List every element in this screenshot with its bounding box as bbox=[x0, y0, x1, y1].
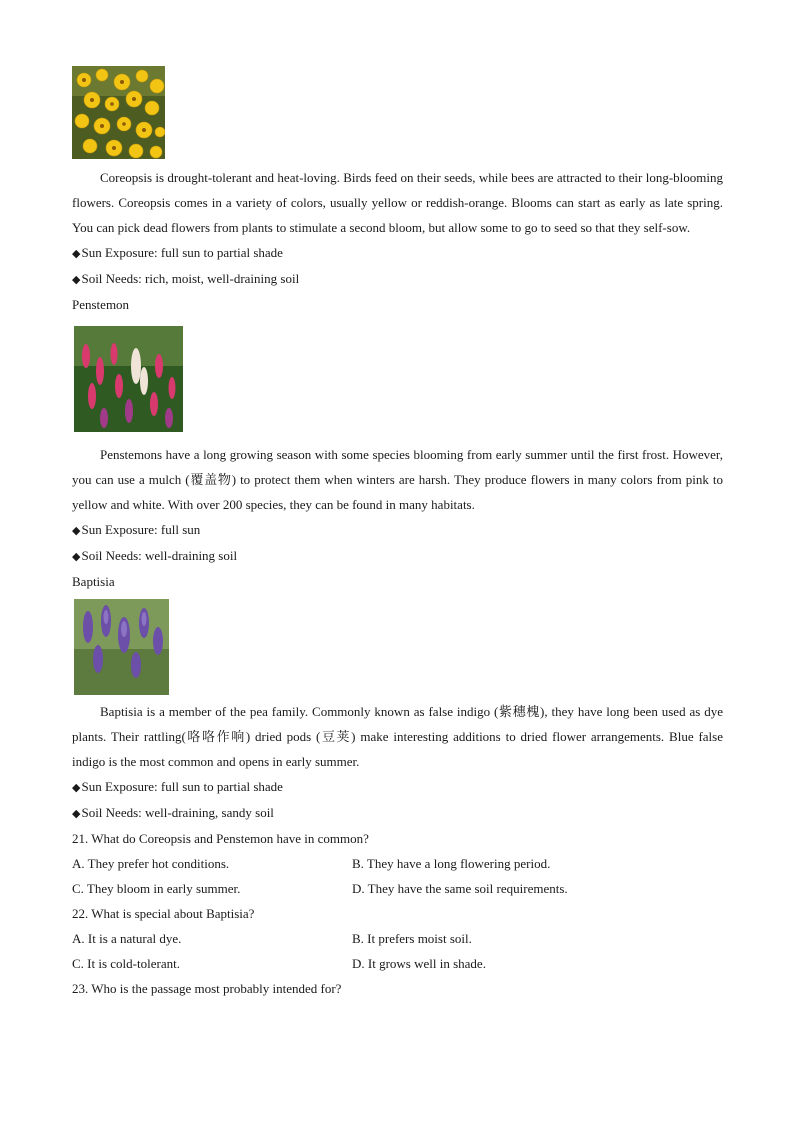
question-21-stem: 21. What do Coreopsis and Penstemon have in common? bbox=[72, 831, 369, 846]
penstemon-photo-icon bbox=[74, 326, 183, 432]
question-22-stem: 22. What is special about Baptisia? bbox=[72, 906, 255, 921]
baptisia-soil: ◆Soil Needs: well-draining, sandy soil bbox=[72, 805, 274, 820]
diamond-bullet-icon: ◆ bbox=[72, 781, 81, 794]
baptisia-photo-icon bbox=[74, 599, 169, 695]
penstemon-photo bbox=[74, 326, 183, 432]
diamond-bullet-icon: ◆ bbox=[72, 273, 81, 286]
coreopsis-sun: ◆Sun Exposure: full sun to partial shade bbox=[72, 245, 283, 260]
penstemon-soil: ◆Soil Needs: well-draining soil bbox=[72, 548, 238, 563]
baptisia-description: Baptisia is a member of the pea family. Commonly known as false indigo (紫穗槐), they have long been used as dye plants. Their rattling(咯咯作响) dried pods (豆荚) make interesting additions to dried flower arrangements. Blue false indigo is the most common and opens in early summer. bbox=[72, 704, 723, 769]
question-22-option-a[interactable]: A. It is a natural dye. bbox=[72, 931, 182, 946]
question-22-option-d[interactable]: D. It grows well in shade. bbox=[352, 956, 486, 971]
question-21-option-c[interactable]: C. They bloom in early summer. bbox=[72, 881, 241, 896]
question-22-options-row-2 bbox=[72, 951, 723, 976]
baptisia-photo bbox=[74, 599, 169, 695]
penstemon-description: Penstemons have a long growing season with some species blooming from early summer until the first frost. However, you can use a mulch (覆盖物) to protect them when winters are harsh. They produce flowers in many colors from pink to yellow and white. With over 200 species, they can be found in many habitats. bbox=[72, 447, 723, 512]
question-22-option-c[interactable]: C. It is cold-tolerant. bbox=[72, 956, 180, 971]
diamond-bullet-icon: ◆ bbox=[72, 247, 81, 260]
coreopsis-soil: ◆Soil Needs: rich, moist, well-draining soil bbox=[72, 271, 300, 286]
diamond-bullet-icon: ◆ bbox=[72, 524, 81, 537]
question-21-option-d[interactable]: D. They have the same soil requirements. bbox=[352, 881, 568, 896]
coreopsis-photo-icon bbox=[72, 66, 165, 159]
question-22-option-b[interactable]: B. It prefers moist soil. bbox=[352, 931, 472, 946]
question-23-stem: 23. Who is the passage most probably intended for? bbox=[72, 981, 342, 996]
baptisia-heading: Baptisia bbox=[72, 574, 115, 589]
document-page bbox=[72, 0, 723, 1001]
penstemon-heading: Penstemon bbox=[72, 297, 130, 312]
coreopsis-photo bbox=[72, 66, 165, 159]
question-21-options-row-2 bbox=[72, 876, 723, 901]
question-21-options-row-1 bbox=[72, 851, 723, 876]
baptisia-sun: ◆Sun Exposure: full sun to partial shade bbox=[72, 779, 283, 794]
question-21-option-a[interactable]: A. They prefer hot conditions. bbox=[72, 856, 230, 871]
question-21-option-b[interactable]: B. They have a long flowering period. bbox=[352, 856, 551, 871]
question-22-options-row-1 bbox=[72, 926, 723, 951]
diamond-bullet-icon: ◆ bbox=[72, 807, 81, 820]
coreopsis-description: Coreopsis is drought-tolerant and heat-loving. Birds feed on their seeds, while bees are attracted to their long-blooming flowers. Coreopsis comes in a variety of colors, usually yellow or reddish-orange. Blooms can start as early as late spring. You can pick dead flowers from plants to stimulate a second bloom, but allow some to go to seed so that they self-sow. bbox=[72, 170, 723, 235]
diamond-bullet-icon: ◆ bbox=[72, 550, 81, 563]
penstemon-sun: ◆Sun Exposure: full sun bbox=[72, 522, 201, 537]
